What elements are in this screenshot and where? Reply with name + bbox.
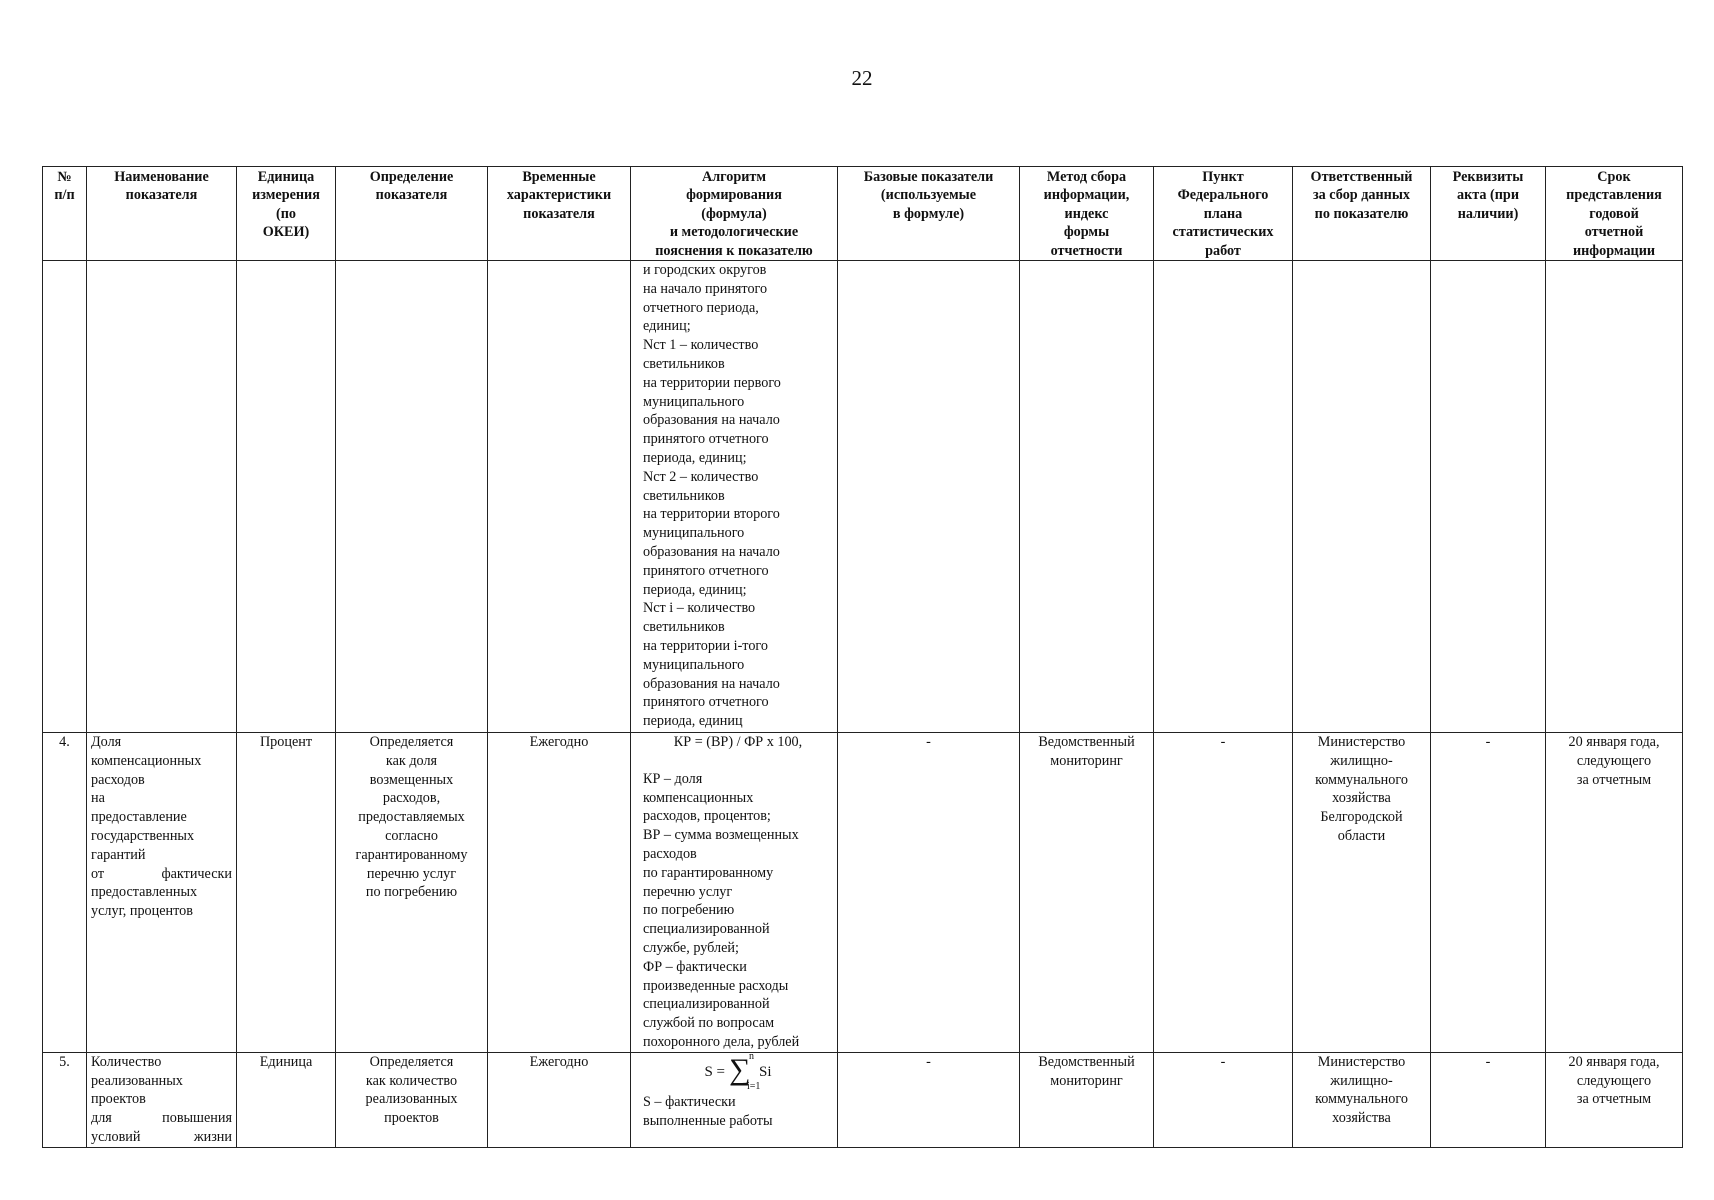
text-line: похоронного дела, рублей [643,1033,800,1050]
cell-base: - [838,1052,1020,1147]
cell-act [1431,261,1546,733]
header-text-line: № [57,169,72,185]
text-line: Ведомственный [1038,1053,1135,1070]
header-text-line: (формула) [701,205,767,222]
header-text-line: отчетной [1584,224,1644,241]
header-text-line: Срок [1597,169,1631,185]
text-line: коммунального [1315,1091,1408,1108]
text-line [91,1109,232,1128]
text-line: Доля [91,734,122,751]
table-header-row [43,167,1683,261]
header-text-line: показателя [523,205,595,222]
header-text-line: характеристики [506,187,612,204]
text-line: Nст i – количество [643,600,756,617]
text-line: муниципального [643,393,745,410]
column-header [336,167,488,261]
text-line: службой по вопросам [643,1015,775,1032]
header-text-line: Единица [257,169,315,185]
cell-name [87,261,237,733]
header-text-line: показателя [375,187,448,204]
cell-responsible [1293,733,1431,1053]
header-text-line: формирования [686,187,782,204]
text-line: коммунального [1315,771,1408,788]
sum-lower-limit: i=1 [747,1080,761,1092]
cell-algorithm [631,261,838,733]
text-line: образования на начало [643,675,780,692]
text-line: расходов, процентов; [643,808,771,825]
cell-time [488,261,631,733]
word: для [91,1110,112,1127]
header-text-line: информации [1572,242,1656,259]
cell-name [87,733,237,1053]
text-line: предоставляемых [358,809,465,826]
text-line: предоставленных [91,884,198,901]
header-text-line: и методологические [669,224,799,241]
sum-formula [643,1053,833,1093]
column-header [488,167,631,261]
header-text-line: представления [1566,187,1662,204]
column-header [631,167,838,261]
header-text-line: Определение [369,169,454,185]
text-line: Ведомственный [1038,734,1135,751]
formula-rhs: Si [759,1064,772,1081]
text-line: светильников [643,356,725,373]
header-text-line: Реквизиты [1452,169,1524,185]
header-text-line: за сбор данных [1312,187,1411,204]
text-line: следующего [1576,1072,1652,1089]
text-line: принятого отчетного [643,431,769,448]
cell-num: 5. [43,1052,87,1147]
text-line: предоставление [91,809,187,826]
text-line: S – фактически [643,1093,736,1110]
text-line: как количество [365,1072,458,1089]
text-line: светильников [643,487,725,504]
text-line: хозяйства [1332,790,1391,807]
text-line: 20 января года, [1568,1053,1660,1070]
cell-base: - [838,733,1020,1053]
text-line: на территории первого [643,374,781,391]
header-text-line: Федерального [1177,187,1269,204]
header-text-line: отчетности [1050,242,1123,259]
cell-time: Ежегодно [488,1052,631,1147]
header-text-line: информации, [1043,187,1130,204]
header-text-line: наличии) [1457,205,1519,222]
header-text-line: ОКЕИ) [262,224,310,241]
header-text-line: Ответственный [1310,169,1413,185]
text-line: услуг, процентов [91,903,193,920]
text-line: хозяйства [1332,1110,1391,1127]
text-line: мониторинг [1050,1072,1123,1089]
text-line: следующего [1576,752,1652,769]
text-line: проектов [91,1091,146,1108]
text-line: расходов [643,846,697,863]
header-text-line: Временные [522,169,596,185]
column-header [1154,167,1293,261]
cell-deadline [1546,733,1683,1053]
text-line: по гарантированному [643,864,774,881]
column-header [237,167,336,261]
cell-responsible [1293,1052,1431,1147]
text-line: по погребению [365,884,458,901]
text-line: образования на начало [643,412,780,429]
cell-unit: Единица [237,1052,336,1147]
text-line: на территории i-того [643,637,768,654]
text-line: принятого отчетного [643,562,769,579]
text-line: проектов [384,1110,439,1127]
text-line: перечню услуг [366,865,457,882]
sum-upper-limit: n [749,1052,755,1062]
header-text-line: пояснения к показателю [655,242,813,259]
cell-time: Ежегодно [488,733,631,1053]
column-header [1020,167,1154,261]
text-line: области [1337,828,1386,845]
cell-method [1020,261,1154,733]
page-number: 22 [851,66,873,90]
cell-responsible [1293,261,1431,733]
text-line: Определяется [369,734,454,751]
text-line: гарантированному [355,846,468,863]
text-line: на территории второго [643,506,780,523]
cell-num [43,261,87,733]
text-line: за отчетным [1576,1091,1652,1108]
header-text-line: Алгоритм [701,169,767,185]
text-line: жилищно- [1330,752,1393,769]
cell-num: 4. [43,733,87,1053]
text-line: службе, рублей; [643,940,739,956]
cell-definition [336,733,488,1053]
text-line: принятого отчетного [643,694,769,711]
text-line: государственных [91,828,195,845]
text-line: согласно [385,828,438,845]
cell-method [1020,733,1154,1053]
cell-algorithm [631,1052,838,1147]
header-text-line: плана [1203,205,1243,222]
column-header [838,167,1020,261]
text-line: 20 января года, [1568,734,1660,751]
column-header [87,167,237,261]
header-text-line: в формуле) [892,205,965,222]
cell-name [87,1052,237,1147]
text-line: светильников [643,619,725,636]
cell-act: - [1431,1052,1546,1147]
word: от [91,865,105,882]
header-text-line: статистических [1172,224,1274,241]
header-text-line: Наименование [114,169,209,185]
cell-definition [336,261,488,733]
text-line: реализованных [91,1072,183,1089]
word: повышения [162,1110,232,1127]
cell-plan-item: - [1154,733,1293,1053]
text-line: перечню услуг [643,883,733,900]
text-line [91,865,232,884]
cell-deadline [1546,1052,1683,1147]
cell-base [838,261,1020,733]
text-line: ФР – фактически [643,958,747,975]
text-line: Министерство [1317,1053,1406,1070]
text-line: мониторинг [1050,752,1123,769]
header-text-line: формы [1063,224,1110,241]
text-line: выполненные работы [643,1112,773,1129]
text-line: специализированной [643,996,770,1013]
header-text-line: п/п [54,187,75,204]
header-text-line: Пункт [1202,169,1244,185]
text-line: за отчетным [1576,771,1652,788]
text-line [91,1128,232,1147]
text-line: компенсационных [643,789,754,806]
text-line: произведенные расходы [643,977,789,994]
header-text-line: Метод сбора [1046,169,1127,185]
header-text-line: индекс [1064,205,1109,222]
text-line: Количество [91,1053,162,1070]
header-text-line: годовой [1589,205,1639,222]
text-line: образования на начало [643,543,780,560]
formula-lhs: S = [704,1064,726,1081]
cell-deadline [1546,261,1683,733]
text-line: периода, единиц; [643,450,747,466]
text-line: Министерство [1317,734,1406,751]
text-line: расходов [91,771,145,788]
text-line: Белгородской [1320,809,1403,826]
text-line: как доля [385,752,438,769]
sigma-symbol: ∑ [729,1052,751,1086]
header-text-line: показателя [125,187,198,204]
column-header [1431,167,1546,261]
cell-definition [336,1052,488,1147]
column-header [43,167,87,261]
header-text-line: по показателю [1314,205,1409,222]
cell-plan-item: - [1154,1052,1293,1147]
text-line: на [91,790,105,807]
text-line: муниципального [643,656,745,673]
column-header [1546,167,1683,261]
word: фактически [161,865,232,882]
text-line: периода, единиц [643,713,743,730]
text-line: на начало принятого [643,280,768,297]
cell-act: - [1431,733,1546,1053]
text-line: специализированной [643,921,770,938]
table-row-continuation [43,261,1683,733]
header-text-line: измерения [252,187,320,204]
cell-plan-item [1154,261,1293,733]
cell-unit [237,261,336,733]
text-line: единиц; [643,318,691,335]
word: условий [91,1128,141,1145]
table-row [43,1052,1683,1147]
word: жизни [193,1128,232,1145]
text-line: отчетного периода, [643,299,759,316]
text-line: Nст 2 – количество [643,468,759,485]
header-text-line: (по [276,205,296,222]
header-text-line: акта (при [1456,187,1519,204]
text-line: жилищно- [1330,1072,1393,1089]
text-line: гарантий [91,846,146,863]
formula: КР = (ВР) / ФР х 100, [673,734,803,751]
text-line: КР – доля [643,770,703,787]
text-line: реализованных [365,1091,458,1108]
text-line: периода, единиц; [643,581,747,598]
text-line: Nст 1 – количество [643,337,759,354]
text-line: и городских округов [643,262,767,279]
table-row [43,733,1683,1053]
header-text-line: (используемые [880,187,977,204]
text-line: муниципального [643,525,745,542]
indicators-table [42,166,1683,1148]
cell-method [1020,1052,1154,1147]
text-line: Определяется [369,1053,454,1070]
text-line: ВР – сумма возмещенных [643,827,799,844]
text-line: компенсационных [91,752,202,769]
text-line: расходов, [382,790,441,807]
header-text-line: работ [1205,242,1241,259]
text-line: возмещенных [369,771,454,788]
cell-algorithm [631,733,838,1053]
column-header [1293,167,1431,261]
cell-unit: Процент [237,733,336,1053]
header-text-line: Базовые показатели [863,169,994,185]
text-line: по погребению [643,902,735,919]
